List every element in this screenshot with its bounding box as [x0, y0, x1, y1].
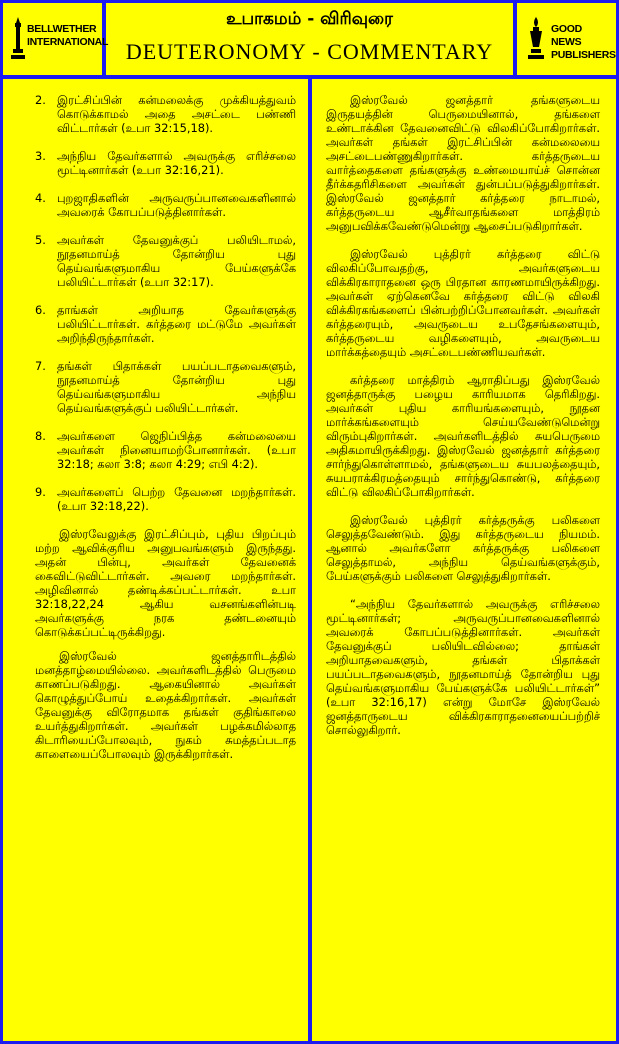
- left-column: [3, 79, 312, 1041]
- paragraph: இஸ்ரவேல் ஜனத்தார் தங்களுடைய இருதயத்தின் பெருமையினால், தங்களை உண்டாக்கின தேவனைவிட்டு விலகிப்போகிறார்கள். அவர்கள் தங்கள் இரட்சிப்பின் கன்மலையை அசட்டைபண்ணுகிறார்கள். கர்த்தருடைய வார்த்தைகளை தங்களுக்கு உண்மையாய்ச் சொன்ன தீர்க்கதரிசிகளை அவர்கள் துன்பப்படுத்துகிறார்கள். இஸ்ரவேல் ஜனத்தார் கர்த்தரை நாடாமல், கர்த்தருடைய ஆசீர்வாதங்களை மாத்திரம் அனுபவிக்கவேண்டுமென்று ஆசைப்படுகிறார்கள்.: [326, 93, 600, 233]
- bellwether-logo: [3, 3, 109, 75]
- list-item: 4. புறஜாதிகளின் அருவருப்பானவைகளினால் அவரைக் கோபப்படுத்தினார்கள்.: [35, 191, 296, 219]
- lamp-icon: [527, 17, 545, 61]
- right-column: [312, 79, 616, 1041]
- paragraph: இஸ்ரவேல் புத்திரர் கர்த்தரை விட்டு விலகிப்போவதற்கு, அவர்களுடைய விக்கிரகாராதனை ஒரு பிரதான காரணமாயிருக்கிறது. அவர்கள் ஏற்கெனவே கர்த்தரை விட்டு விலகி விக்கிரகங்களைப் பின்பற்றிப்போனவர்கள். அவர்கள் கர்த்தரையும், அவருடைய உபதேசங்களையும், கர்த்தருடைய வழிகளையும், அவருடைய மார்க்கத்தையும் அசட்டைபண்ணியவர்கள்.: [326, 247, 600, 359]
- paragraph: “அந்நிய தேவர்களால் அவருக்கு எரிச்சலை மூட்டினார்கள்; அருவருப்பானவைகளினால் அவரைக் கோபப்படுத்தினார்கள். அவர்கள் தேவனுக்குப் பலியிடவில்லை; தாங்கள் அறியாதவைகளும், தங்கள் பிதாக்கள் பயப்படாதவைகளும், நூதனமாய்த் தோன்றிய புது தெய்வங்களுமாகிய பேய்களுக்கே பலியிட்டார்கள்” (உபா 32:16,17) என்று மோசே இஸ்ரவேல் ஜனத்தாருடைய விக்கிரகாராதனையைப்பற்றிச் சொல்லுகிறார்.: [326, 597, 600, 737]
- list-item: 9. அவர்களைப் பெற்ற தேவனை மறந்தார்கள். (உபா 32:18,22).: [35, 485, 296, 513]
- title-block: [106, 3, 513, 75]
- lamp-icon: [11, 17, 25, 61]
- right-logo-text: GOOD NEWS PUBLISHERS: [551, 23, 616, 61]
- list-item: 6. தாங்கள் அறியாத தேவர்களுக்கு பலியிட்டார்கள். கர்த்தரை மட்டுமே அவர்கள் அறிந்திருந்தார்கள்.: [35, 303, 296, 345]
- paragraph: இஸ்ரவேலுக்கு இரட்சிப்பும், புதிய பிறப்பும் மற்ற ஆவிக்குரிய அனுபவங்களும் இருந்தது. அதன் பின்பு, அவர்கள் தேவனைக் கைவிட்டுவிட்டார்கள். அவரை மறந்தார்கள். அழிவினால் தண்டிக்கப்பட்டார்கள். உபா 32:18,22,24 ஆகிய வசனங்களின்படி அவர்களுக்கு நரக தண்டனையும் கொடுக்கப்பட்டிருக்கிறது.: [35, 527, 296, 639]
- good-news-logo: [513, 3, 616, 75]
- page-header: [3, 3, 616, 79]
- list-item: 3. அந்நிய தேவர்களால் அவருக்கு எரிச்சலை மூட்டினார்கள் (உபா 32:16,21).: [35, 149, 296, 177]
- paragraph: இஸ்ரவேல் புத்திரர் கர்த்தருக்கு பலிகளை செலுத்தவேண்டும். இது கர்த்தருடைய நியமம். ஆனால் அவர்களோ கர்த்தருக்கு பலிகளை செலுத்தாமல், அந்நிய தெய்வங்களுக்கும், பேய்களுக்கும் பலிகளை செலுத்துகிறார்கள்.: [326, 513, 600, 583]
- paragraph: கர்த்தரை மாத்திரம் ஆராதிப்பது இஸ்ரவேல் ஜனத்தாருக்கு பழைய காரியமாக தெரிகிறது. அவர்கள் புதிய காரியங்களையும், நூதன மார்க்கங்களையும் செய்யவேண்டுமென்று விரும்புகிறார்கள். அவர்களிடத்தில் சுயபெருமை அதிகமாயிருக்கிறது. இஸ்ரவேல் ஜனத்தார் கர்த்தரை சார்ந்துகொள்ளாமல், தங்களுடைய சுயபலத்தையும், சுயபராக்கிரமத்தையும் சார்ந்துகொண்டு, கர்த்தரை விட்டு விலகிப்போகிறார்கள்.: [326, 373, 600, 499]
- paragraph: இஸ்ரவேல் ஜனத்தாரிடத்தில் மனத்தாழ்மையில்லை. அவர்களிடத்தில் பெருமை காணப்படுகிறது. ஆகையினால் அவர்கள் கொழுத்துப்போய் உதைக்கிறார்கள். அவர்கள் தேவனுக்கு விரோதமாக தங்கள் குதிங்காலை உயர்த்துகிறார்கள். அவர்கள் பழக்கமில்லாத கிடாரியைப்போலவும், நுகம் சுமத்தப்படாத காளையைப்போலவும் இருக்கிறார்கள்.: [35, 649, 296, 761]
- list-item: 8. அவர்களை ஜெநிப்பித்த கன்மலையை அவர்கள் நினையாமற்போனார்கள். (உபா 32:18; கலா 3:8; கலா 4:29; எபி 4:2).: [35, 429, 296, 471]
- left-logo-text: BELLWETHER INTERNATIONAL: [27, 23, 109, 48]
- page-title-tamil: உபாகமம் - விரிவுரை: [226, 9, 393, 29]
- list-item: 5. அவர்கள் தேவனுக்குப் பலியிடாமல், நூதனமாய்த் தோன்றிய புது தெய்வங்களுமாகிய பேய்களுக்கே பலியிட்டார்கள் (உபா 32:17).: [35, 233, 296, 289]
- page-title-english: DEUTERONOMY - COMMENTARY: [125, 39, 494, 64]
- list-item: 2. இரட்சிப்பின் கன்மலைக்கு முக்கியத்துவம் கொடுக்காமல் அதை அசட்டை பண்ணி விட்டார்கள் (உபா 32:15,18).: [35, 93, 296, 135]
- list-item: 7. தங்கள் பிதாக்கள் பயப்படாதவைகளும், நூதனமாய்த் தோன்றிய புது தெய்வங்களுமாகிய அந்நிய தெய்வங்களுக்குப் பலியிட்டார்கள்.: [35, 359, 296, 415]
